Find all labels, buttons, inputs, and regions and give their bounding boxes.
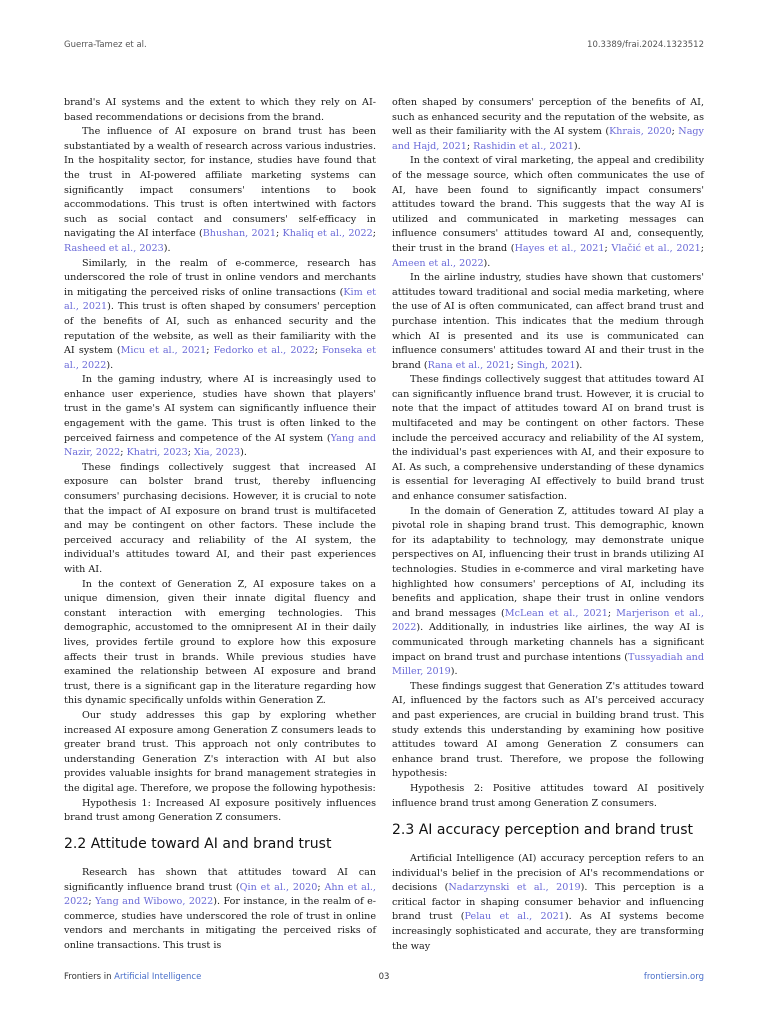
citation-link[interactable]: Khaliq et al., 2022 xyxy=(282,228,373,240)
hypothesis-1: Hypothesis 1: Increased AI exposure positively influences brand trust among Generation Z consumers. xyxy=(64,797,376,824)
paragraph: Similarly, in the realm of e-commerce, research has underscored the role of trust in online vendors and merchants in mitigating the perceived risks of online transactions (Kim et al., 2021). This trust is often shaped by consumers' perception of the benefits of AI, such as enhanced security and the reputation of the website, as well as their familiarity with the AI system (Micu et al., 2021; Fedorko et al., 2022; Fonseka et al., 2022). xyxy=(64,257,377,371)
footer-journal: Frontiers in Artificial Intelligence xyxy=(64,972,202,982)
hypothesis-2: Hypothesis 2: Positive attitudes toward AI positively influence brand trust among Generation Z consumers. xyxy=(392,782,704,809)
citation-link[interactable]: Micu et al., 2021 xyxy=(120,345,207,357)
citation-link[interactable]: Rasheed et al., 2023 xyxy=(64,242,164,254)
citation-link[interactable]: Hayes et al., 2021 xyxy=(514,242,605,254)
right-column xyxy=(392,96,704,811)
paragraph: The influence of AI exposure on brand trust has been substantiated by a wealth of research across various industries. In the hospitality sector, for instance, studies have found that the trust in AI-powered affiliate marketing systems can significantly impact consumers' intentions to book accommodations. This trust is often intertwined with factors such as social contact and consumers' self-efficacy in navigating the AI interface (Bhushan, 2021; Khaliq et al., 2022; Rasheed et al., 2023). xyxy=(64,126,376,254)
paragraph: Our study addresses this gap by exploring whether increased AI exposure among Generation Z consumers leads to greater brand trust. This approach not only contributes to understanding Generation Z's interaction with AI but also provides valuable insights for brand management strategies in the digital age. Therefore, we propose the following hypothesis: xyxy=(64,709,376,794)
citation-link[interactable]: Khatri, 2023 xyxy=(126,447,188,459)
citation-link[interactable]: Fedorko et al., 2022 xyxy=(213,345,315,357)
citation-link[interactable]: Yang and Wibowo, 2022 xyxy=(95,896,214,908)
citation-link[interactable]: Qin et al., 2020 xyxy=(239,881,318,893)
paragraph: Artificial Intelligence (AI) accuracy perception refers to an individual's belief in the precision of AI's recommendations or decisions (Nadarzynski et al., 2019). This perception is a critical factor in shaping consumer behavior and influencing brand trust (Pelau et al., 2021). As AI systems become increasingly sophisticated and accurate, they are transforming the way xyxy=(392,853,704,952)
citation-link[interactable]: Yang and Nazir, 2022 xyxy=(64,432,376,459)
citation-link[interactable]: Nadarzynski et al., 2019 xyxy=(448,882,581,894)
site-link[interactable]: frontiersin.org xyxy=(643,972,704,982)
journal-link[interactable]: Artificial Intelligence xyxy=(114,972,202,982)
paragraph: brand's AI systems and the extent to which they rely on AI-based recommendations or decisions from the brand. xyxy=(64,97,376,123)
paragraph: In the context of viral marketing, the appeal and credibility of the message source, which often communicates the use of AI, have been found to significantly impact consumers' attitudes toward the brand. This suggests that the way AI is utilized and communicated in marketing messages can influence consumers' attitudes toward AI and, consequently, their trust in the brand (Hayes et al., 2021; Vlačić et al., 2021; Ameen et al., 2022). xyxy=(392,155,704,269)
paragraph: In the domain of Generation Z, attitudes toward AI play a pivotal role in shaping brand trust. This demographic, known for its adaptability to technology, may demonstrate unique perspectives on AI, influencing their trust in brands utilizing AI technologies. Studies in e-commerce and viral marketing have highlighted how consumers' perceptions of AI, including its benefits and application, shape their trust in online vendors and brand messages (McLean et al., 2021; Marjerison et al., 2022). Additionally, in industries like airlines, the way AI is communicated through marketing channels has a significant impact on brand trust and purchase intentions (Tussyadiah and Miller, 2019). xyxy=(392,505,705,678)
paragraph: often shaped by consumers' perception of the benefits of AI, such as enhanced security and the reputation of the website, as well as their familiarity with the AI system (Khrais, 2020; Nagy and Hajd, 2021; Rashidin et al., 2021). xyxy=(392,97,704,152)
section-2-2-body xyxy=(64,866,376,954)
section-heading-2-2: 2.2 Attitude toward AI and brand trust xyxy=(64,836,332,852)
citation-link[interactable]: Tussyadiah and Miller, 2019 xyxy=(392,651,705,678)
left-column xyxy=(64,96,376,826)
running-header-doi: 10.3389/frai.2024.1323512 xyxy=(587,40,704,50)
citation-link[interactable]: McLean et al., 2021 xyxy=(504,607,608,619)
citation-link[interactable]: Bhushan, 2021 xyxy=(202,228,276,240)
section-heading-2-3: 2.3 AI accuracy perception and brand trust xyxy=(392,822,694,838)
paragraph: In the airline industry, studies have shown that customers' attitudes toward traditional and social media marketing, where the use of AI is often communicated, can affect brand trust and purchase intention. This indicates that the medium through which AI is presented and its use is communicated can influence consumers' attitudes toward AI and their trust in the brand (Rana et al., 2021; Singh, 2021). xyxy=(392,272,704,371)
page-number: 03 xyxy=(378,972,390,982)
section-2-3-body xyxy=(392,852,704,954)
citation-link[interactable]: Marjerison et al., 2022 xyxy=(392,607,704,634)
citation-link[interactable]: Pelau et al., 2021 xyxy=(464,911,565,923)
paragraph: These findings collectively suggest that increased AI exposure can bolster brand trust, thereby influencing consumers' purchasing decisions. However, it is crucial to note that the impact of AI exposure on brand trust is multifaceted and may be contingent on other factors. These include the perceived accuracy and reliability of the AI system, the individual's attitudes toward AI, and their past experiences with AI. xyxy=(64,461,376,575)
citation-link[interactable]: Xia, 2023 xyxy=(193,447,241,459)
citation-link[interactable]: Rashidin et al., 2021 xyxy=(473,140,574,152)
citation-link[interactable]: Rana et al., 2021 xyxy=(427,359,511,371)
citation-link[interactable]: Ameen et al., 2022 xyxy=(392,257,484,269)
citation-link[interactable]: Nagy and Hajd, 2021 xyxy=(392,126,704,152)
citation-link[interactable]: Vlačić et al., 2021 xyxy=(611,242,701,254)
paragraph: These findings suggest that Generation Z's attitudes toward AI, influenced by the factors such as AI's perceived accuracy and past experiences, are crucial in building brand trust. This study extends this understanding by examining how positive attitudes toward AI among Generation Z consumers can enhance brand trust. Therefore, we propose the following hypothesis: xyxy=(392,680,704,780)
paragraph: In the context of Generation Z, AI exposure takes on a unique dimension, given their innate digital fluency and constant interaction with emerging technologies. This demographic, accustomed to the omnipresent AI in their daily lives, provides fertile ground to explore how this exposure affects their trust in brands. While previous studies have examined the relationship between AI exposure and brand trust, there is a significant gap in the literature regarding how this dynamic specifically unfolds within Generation Z. xyxy=(64,578,376,707)
paragraph: Research has shown that attitudes toward AI can significantly influence brand trust (Qin et al., 2020; Ahn et al., 2022; Yang and Wibowo, 2022). For instance, in the realm of e-commerce, studies have underscored the role of trust in online vendors and merchants in mitigating the perceived risks of online transactions. This trust is xyxy=(64,867,376,951)
citation-link[interactable]: Singh, 2021 xyxy=(516,359,576,371)
paragraph: These findings collectively suggest that attitudes toward AI can significantly influence brand trust. However, it is crucial to note that the impact of attitudes toward AI on brand trust is multifaceted and may be contingent on other factors. These include the perceived accuracy and reliability of the AI system, the individual's past experiences with AI, and their exposure to AI. As such, a comprehensive understanding of these dynamics is essential for leveraging AI effectively to build brand trust and enhance consumer satisfaction. xyxy=(392,374,704,503)
running-header-authors: Guerra-Tamez et al. xyxy=(64,40,147,50)
citation-link[interactable]: Khrais, 2020 xyxy=(609,126,672,138)
citation-link[interactable]: Fonseka et al., 2022 xyxy=(64,345,376,371)
citation-link[interactable]: Kim et al., 2021 xyxy=(64,286,376,313)
citation-link[interactable]: Ahn et al., 2022 xyxy=(64,881,376,908)
paragraph: In the gaming industry, where AI is increasingly used to enhance user experience, studies have shown that players' trust in the game's AI system can significantly influence their engagement with the game. This trust is often linked to the perceived fairness and competence of the AI system (Yang and Nazir, 2022; Khatri, 2023; Xia, 2023). xyxy=(64,374,376,459)
